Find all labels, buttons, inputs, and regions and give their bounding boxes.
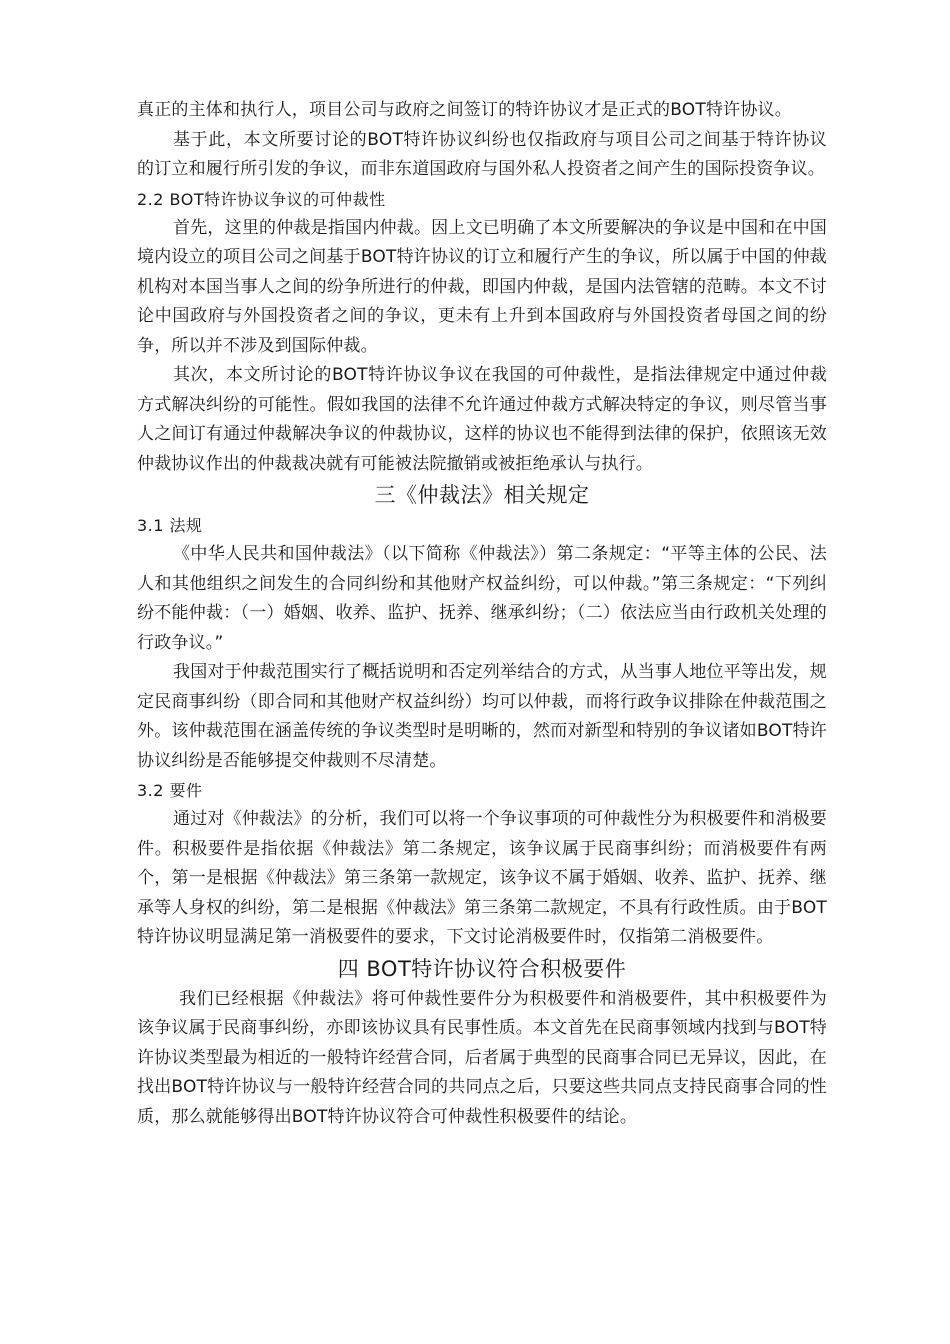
paragraph-positive-requirement: 我们已经根据《仲裁法》将可仲裁性要件分为积极要件和消极要件，其中积极要件为该争议属于民商事纠纷，亦即该协议具有民事性质。本文首先在民商事领域内找到与BOT特许协议类型最为相近的一般特许经营合同，后者属于典型的民商事合同已无异议，因此，在找出BOT特许协议与一般特许经营合同的共同点之后，只要这些共同点支持民商事合同的性质，那么就能够得出BOT特许协议符合可仲裁性积极要件的结论。	[137, 988, 827, 1127]
subheading-3-2: 3.2 要件	[137, 781, 203, 800]
paragraph-scope: 基于此，本文所要讨论的BOT特许协议纠纷也仅指政府与项目公司之间基于特许协议的订立和履行所引发的争议，而非东道国政府与国外私人投资者之间产生的国际投资争议。	[137, 129, 827, 179]
subheading-2-2: 2.2 BOT特许协议争议的可仲裁性	[137, 189, 386, 209]
paragraph-law-text: 《中华人民共和国仲裁法》（以下简称《仲裁法》）第二条规定：“平等主体的公民、法人和其他组织之间发生的合同纠纷和其他财产权益纠纷，可以仲裁。”第三条规定：“下列纠纷不能仲裁：（一）婚姻、收养、监护、抚养、继承纠纷；（二）依法应当由行政机关处理的行政争议。”	[137, 544, 827, 653]
paragraph-arbitration-scope: 我国对于仲裁范围实行了概括说明和否定列举结合的方式，从当事人地位平等出发，规定民商事纠纷（即合同和其他财产权益纠纷）均可以仲裁，而将行政争议排除在仲裁范围之外。该仲裁范围在涵盖传统的争议类型时是明晰的，然而对新型和特别的争议诸如BOT特许协议纠纷是否能够提交仲裁则不尽清楚。	[137, 662, 827, 771]
paragraph-arbitrability: 其次，本文所讨论的BOT特许协议争议在我国的可仲裁性，是指法律规定中通过仲裁方式解决纠纷的可能性。假如我国的法律不允许通过仲裁方式解决特定的争议，则尽管当事人之间订有通过仲裁解决争议的仲裁协议，这样的协议也不能得到法律的保护，依照该无效仲裁协议作出的仲裁裁决就有可能被法院撤销或被拒绝承认与执行。	[137, 365, 827, 474]
document-page	[137, 96, 827, 1132]
section-heading-3: 三《仲裁法》相关规定	[374, 483, 590, 507]
section-heading-4: 四 BOT特许协议符合积极要件	[337, 956, 627, 981]
paragraph-domestic-arbitration: 首先，这里的仲裁是指国内仲裁。因上文已明确了本文所要解决的争议是中国和在中国境内设立的项目公司之间基于BOT特许协议的订立和履行产生的争议，所以属于中国的仲裁机构对本国当事人之间的纷争所进行的仲裁，即国内仲裁，是国内法管辖的范畴。本文不讨论中国政府与外国投资者之间的争议，更未有上升到本国政府与外国投资者母国之间的纷争，所以并不涉及到国际仲裁。	[137, 217, 827, 356]
subheading-3-1: 3.1 法规	[137, 516, 203, 535]
paragraph-continuation: 真正的主体和执行人，项目公司与政府之间签订的特许协议才是正式的BOT特许协议。	[137, 100, 792, 120]
paragraph-requirements: 通过对《仲裁法》的分析，我们可以将一个争议事项的可仲裁性分为积极要件和消极要件。积极要件是指依据《仲裁法》第二条规定，该争议属于民商事纠纷；而消极要件有两个，第一是根据《仲裁法》第三条第一款规定，该争议不属于婚姻、收养、监护、抚养、继承等人身权的纠纷，第二是根据《仲裁法》第三条第二款规定，不具有行政性质。由于BOT特许协议明显满足第一消极要件的要求，下文讨论消极要件时，仅指第二消极要件。	[137, 809, 827, 947]
